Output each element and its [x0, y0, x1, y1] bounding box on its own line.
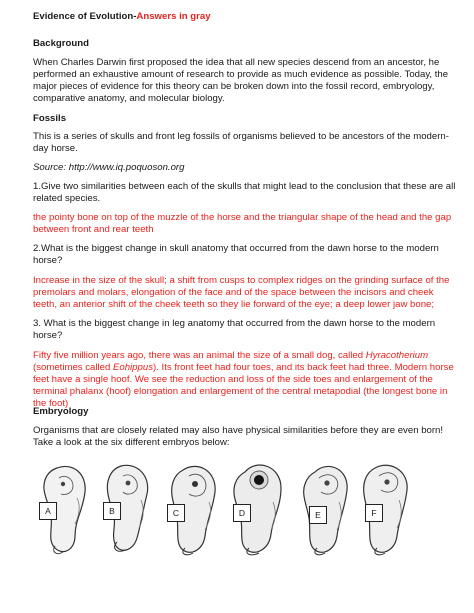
answer-2-line: teeth, an anterior shift of the cheek teeth so they lie forward of the eye; a deep lower jaw bone;	[33, 299, 435, 310]
answer-1-line: between front and rear teeth	[33, 224, 154, 235]
answer-3-genus: Eohippus	[112, 362, 153, 373]
question-1-line: 1.Give two similarities between each of the skulls that might lead to the conclusion that these are all	[33, 181, 456, 192]
title-main: Evidence of Evolution-	[33, 11, 137, 22]
embryo-label: F	[365, 504, 383, 522]
question-1-line: related species.	[33, 193, 101, 204]
background-text-line: comparative anatomy, and molecular biology.	[33, 93, 225, 104]
answer-3-line	[33, 362, 454, 374]
fossils-intro-line: This is a series of skulls and front leg fossils of organisms believed to be ancestors of the modern-	[33, 131, 449, 142]
question-3-line: 3. What is the biggest change in leg anatomy that occurred from the dawn horse to the modern	[33, 318, 436, 329]
fossils-intro-line: day horse.	[33, 143, 78, 154]
answer-3-text: Fifty five million years ago, there was an animal the size of a small dog, called	[33, 350, 366, 361]
embryo-c	[163, 458, 221, 558]
answer-3-line	[33, 350, 428, 362]
embryo-e	[295, 458, 353, 558]
document-title	[33, 11, 211, 23]
answer-3-line: terminal phalanx (hoof) elongation and enlargement of the central metapodial (the longest bone in	[33, 386, 448, 397]
answer-2-line: premolars and molars, elongation of the face and of the space between the incisors and cheek	[33, 287, 434, 298]
embryo-label: B	[103, 502, 121, 520]
embryo-label: C	[167, 504, 185, 522]
embryo-figure	[33, 458, 443, 568]
answer-3-line: the foot)	[33, 398, 69, 409]
embryology-heading: Embryology	[33, 406, 89, 417]
embryo-label: A	[39, 502, 57, 520]
title-answers-note: Answers in gray	[136, 11, 211, 22]
embryo-f-drawing	[355, 458, 413, 558]
answer-3-text: (sometimes called	[33, 362, 113, 373]
embryology-text-line: Organisms that are closely related may also have physical similarities before they are even born!	[33, 425, 444, 436]
question-3-line: horse?	[33, 330, 63, 341]
fossils-heading: Fossils	[33, 113, 67, 124]
answer-3-genus: Hyracotherium	[365, 350, 429, 361]
answer-2-line: Increase in the size of the skull; a shift from cusps to complex ridges on the grinding surface of the	[33, 275, 450, 286]
embryo-label: E	[309, 506, 327, 524]
question-2-line: horse?	[33, 255, 63, 266]
answer-1-line: the pointy bone on top of the muzzle of the horse and the triangular shape of the head and the gap	[33, 212, 452, 223]
background-text-line: When Charles Darwin first proposed the idea that all new species descend from an ancestor, he	[33, 57, 440, 68]
background-text-line: major pieces of evidence for this theory can be broken down into the fossil record, embryology,	[33, 81, 435, 92]
embryo-d	[227, 458, 285, 558]
embryology-text-line: Take a look at the six different embryos below:	[33, 437, 230, 448]
embryo-a	[35, 458, 93, 558]
answer-3-line: feet have a single hoof. We see the reduction and loss of the side toes and enlargement of the	[33, 374, 433, 385]
question-2-line: 2.What is the biggest change in skull anatomy that occurred from the dawn horse to the modern	[33, 243, 439, 254]
background-heading: Background	[33, 38, 89, 49]
background-text-line: performed an exhaustive amount of research to provide as much evidence as possible. Today, the	[33, 69, 449, 80]
embryo-label: D	[233, 504, 251, 522]
embryo-f	[355, 458, 413, 558]
embryo-b	[97, 458, 155, 558]
answer-3-text: ). Its front feet had four toes, and its back feet had three. Modern horse	[153, 362, 454, 373]
source-citation: Source: http://www.iq.poquoson.org	[33, 162, 185, 173]
